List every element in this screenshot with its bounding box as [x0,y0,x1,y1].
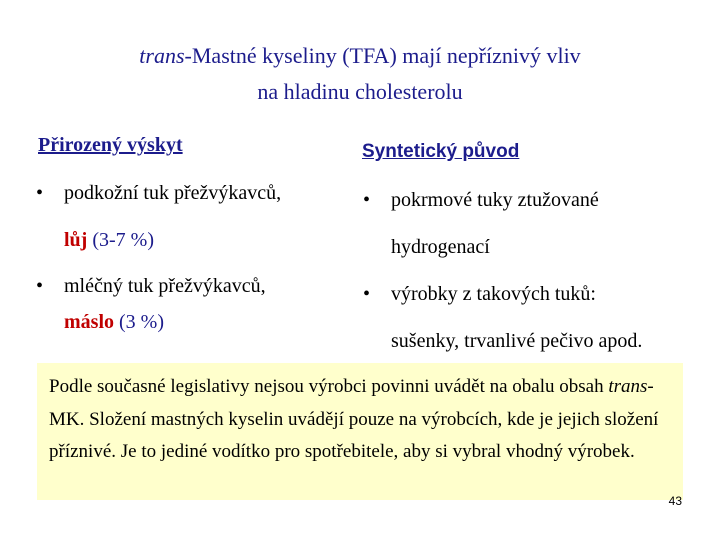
list-item [363,271,713,365]
item-continuation: hydrogenací [391,236,490,258]
bullet-icon: • [363,283,371,305]
legislation-note [37,363,683,500]
item-text: pokrmové tuky ztužované [391,189,599,211]
item-detail [64,304,356,340]
bullet-icon: • [363,189,371,211]
item-text: výrobky z takových tuků: [391,283,596,305]
note-italic: trans [608,376,648,397]
item-highlight: lůj [64,229,88,251]
right-column [363,177,713,365]
bullet-icon: • [36,275,44,297]
item-highlight: máslo [64,311,114,333]
left-column [36,170,356,340]
item-text: mléčný tuk přežvýkavců, [64,275,266,297]
list-item [36,170,356,264]
item-text: podkožní tuk přežvýkavců, [64,182,282,204]
note-text-2: -MK. Složení mastných kyselin uvádějí pouze na výrobcích, kde je jejich složení příznivé. Je to jediné vodítko pro spotřebitele, aby si vybral vhodný výrobek. [49,376,659,462]
title-line-2: na hladinu cholesterolu [257,79,463,104]
page-number: 43 [668,494,682,508]
right-heading: Syntetický původ [362,141,520,162]
title-line-1-rest: -Mastné kyseliny (TFA) mají nepříznivý vliv [184,43,581,68]
note-text-1: Podle současné legislativy nejsou výrobci povinni uvádět na obalu obsah [49,376,609,397]
list-item [363,177,713,271]
bullet-icon: • [36,182,44,204]
item-rest: (3-7 %) [87,229,154,251]
left-heading: Přirozený výskyt [38,134,183,156]
title-italic-prefix: trans [139,43,185,68]
title-line-1 [40,38,680,74]
slide-title [40,38,680,110]
list-item [36,268,356,340]
item-detail [64,217,356,264]
item-continuation: sušenky, trvanlivé pečivo apod. [391,330,643,352]
item-rest: (3 %) [114,311,164,333]
